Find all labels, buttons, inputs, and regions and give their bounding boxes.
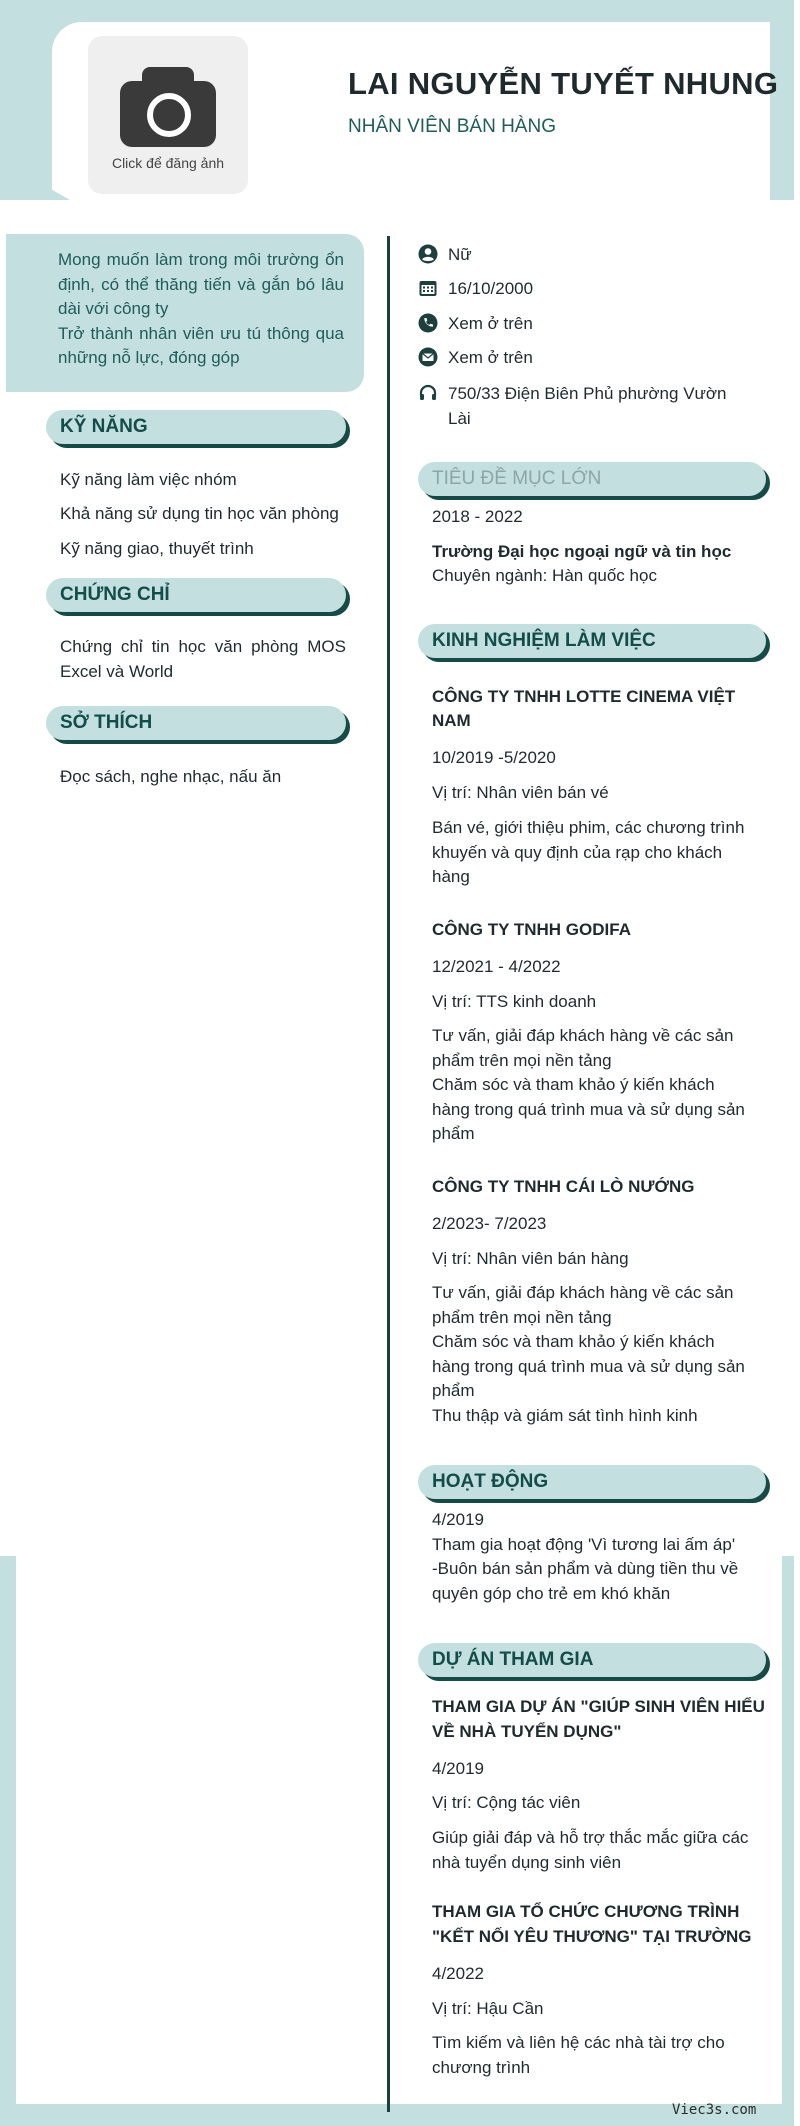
candidate-job-title: NHÂN VIÊN BÁN HÀNG <box>348 116 556 137</box>
job-description: Chăm sóc và tham khảo ý kiến khách hàng trong quá trình mua và sử dụng sản phẩm <box>432 1332 745 1400</box>
activity-period: 4/2019 <box>432 1510 484 1529</box>
project-position: Vị trí: Hậu Cần <box>432 1999 544 2018</box>
skills-heading: KỸ NĂNG <box>46 410 346 444</box>
candidate-name: LAI NGUYỄN TUYẾT NHUNG <box>348 66 779 101</box>
education-major: Chuyên ngành: Hàn quốc học <box>432 566 657 585</box>
career-objective <box>6 234 364 392</box>
skill-item: Kỹ năng làm việc nhóm <box>60 470 237 489</box>
project-period: 4/2019 <box>432 1759 484 1778</box>
column-divider <box>387 236 390 2112</box>
project-position: Vị trí: Cộng tác viên <box>432 1793 581 1812</box>
address-value: 750/33 Điện Biên Phủ phường Vườn Lài <box>448 384 727 428</box>
birthday-value: 16/10/2000 <box>448 279 534 298</box>
user-icon <box>418 244 438 264</box>
project-period: 4/2022 <box>432 1964 484 1983</box>
job-position: Vị trí: TTS kinh doanh <box>432 992 597 1011</box>
job-description: Tư vấn, giải đáp khách hàng về các sản phẩm trên mọi nền tảng <box>432 1283 734 1327</box>
job-company: CÔNG TY TNHH CÁI LÒ NƯỚNG <box>432 1177 695 1196</box>
contact-gender <box>418 243 472 268</box>
job-company: CÔNG TY TNHH LOTTE CINEMA VIỆT <box>432 687 736 706</box>
projects-heading: DỰ ÁN THAM GIA <box>418 1643 766 1677</box>
gender-value: Nữ <box>448 245 472 264</box>
photo-upload[interactable] <box>88 36 248 194</box>
job-position: Vị trí: Nhân viên bán vé <box>432 783 609 802</box>
education-heading: TIÊU ĐỀ MỤC LỚN <box>418 462 766 496</box>
activities-heading: HOẠT ĐỘNG <box>418 1465 766 1499</box>
photo-upload-label: Click để đăng ảnh <box>111 155 225 171</box>
hobby-item: Đọc sách, nghe nhạc, nấu ăn <box>60 767 282 786</box>
education-school: Trường Đại học ngoại ngữ và tin học <box>432 542 732 561</box>
contact-email <box>418 346 533 371</box>
experience-heading: KINH NGHIỆM LÀM VIỆC <box>418 624 766 658</box>
headphones-icon <box>418 383 438 403</box>
job-description: Tư vấn, giải đáp khách hàng về các sản phẩm trên mọi nền tảng <box>432 1026 734 1070</box>
certificate-item: Chứng chỉ tin học văn phòng MOS Excel và World <box>60 637 346 681</box>
job-company: CÔNG TY TNHH GODIFA <box>432 920 631 939</box>
objective-line: Mong muốn làm trong môi trường ổn định, có thể thăng tiến và gắn bó lâu dài với công ty <box>58 250 344 318</box>
job-position: Vị trí: Nhân viên bán hàng <box>432 1249 629 1268</box>
hobbies-heading: SỞ THÍCH <box>46 706 346 740</box>
certificates-heading: CHỨNG CHỈ <box>46 578 346 612</box>
project-name: THAM GIA DỰ ÁN "GIÚP SINH VIÊN HIỂU <box>432 1697 765 1716</box>
job-description: Thu thập và giám sát tình hình kinh <box>432 1406 698 1425</box>
job-period: 10/2019 -5/2020 <box>432 748 556 767</box>
job-company: NAM <box>432 711 471 730</box>
education-period: 2018 - 2022 <box>432 507 523 526</box>
contact-address <box>418 382 738 431</box>
project-description: Tìm kiếm và liên hệ các nhà tài trợ cho chương trình <box>432 2033 725 2077</box>
calendar-icon <box>418 278 438 298</box>
job-period: 12/2021 - 4/2022 <box>432 957 561 976</box>
job-description: Chăm sóc và tham khảo ý kiến khách hàng trong quá trình mua và sử dụng sản phẩm <box>432 1075 745 1143</box>
skill-item: Kỹ năng giao, thuyết trình <box>60 539 254 558</box>
job-description: Bán vé, giới thiệu phim, các chương trình khuyến và quy định của rạp cho khách hàng <box>432 818 745 886</box>
objective-line: Trở thành nhân viên ưu tú thông qua những nỗ lực, đóng góp <box>58 323 344 367</box>
job-period: 2/2023- 7/2023 <box>432 1214 547 1233</box>
camera-icon <box>120 81 216 147</box>
project-name: THAM GIA TỔ CHỨC CHƯƠNG TRÌNH <box>432 1902 740 1921</box>
skill-item: Khả năng sử dụng tin học văn phòng <box>60 504 339 523</box>
project-description: Giúp giải đáp và hỗ trợ thắc mắc giữa các nhà tuyển dụng sinh viên <box>432 1828 749 1872</box>
activity-description: Tham gia hoạt động 'Vì tương lai ấm áp' <box>432 1535 736 1554</box>
header-corner-decoration <box>0 160 70 200</box>
phone-icon <box>418 313 438 333</box>
contact-birthday <box>418 277 533 302</box>
activity-description: -Buôn bán sản phẩm và dùng tiền thu về quyên góp cho trẻ em khó khăn <box>432 1559 739 1603</box>
phone-value: Xem ở trên <box>448 314 533 333</box>
contact-phone <box>418 312 533 337</box>
envelope-icon <box>418 347 438 367</box>
email-value: Xem ở trên <box>448 348 533 367</box>
project-name: "KẾT NỐI YÊU THƯƠNG" TẠI TRƯỜNG <box>432 1927 752 1946</box>
project-name: VỀ NHÀ TUYỂN DỤNG" <box>432 1722 622 1741</box>
watermark: Viec3s.com <box>672 2102 757 2118</box>
